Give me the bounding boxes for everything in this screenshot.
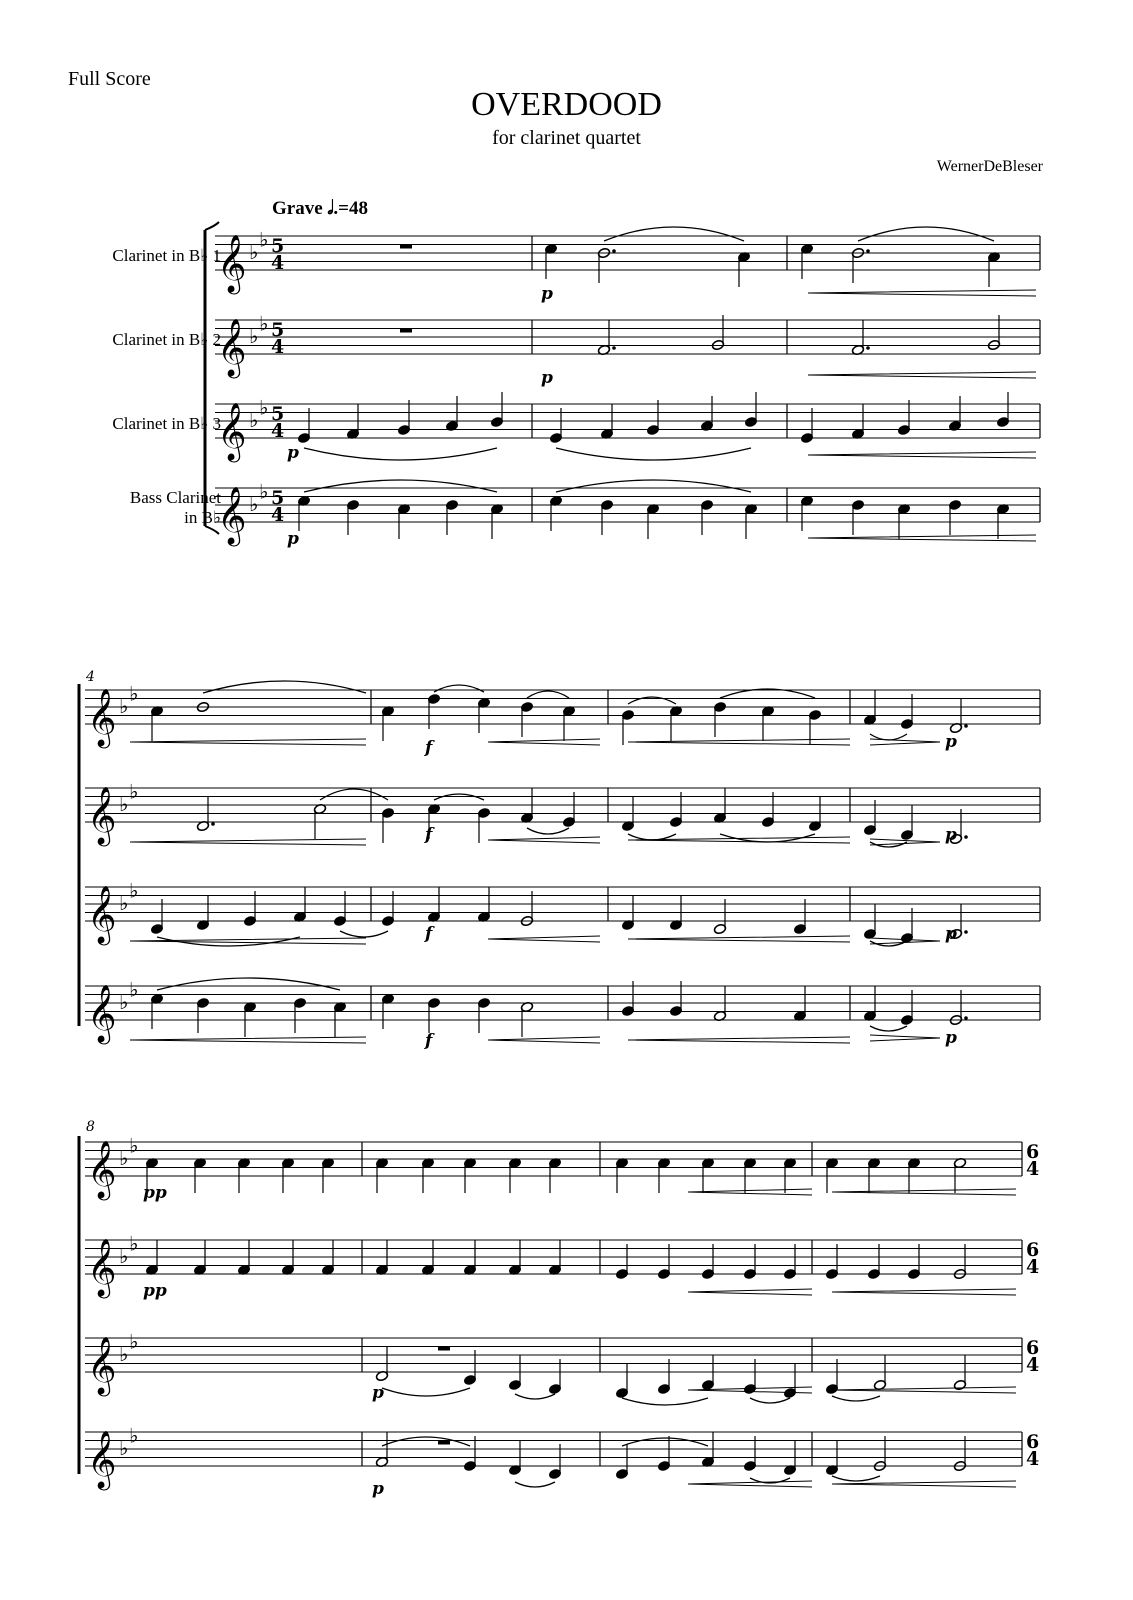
hairpin-crescendo bbox=[688, 1289, 812, 1295]
key-signature-flat: ♭ bbox=[129, 779, 139, 804]
hairpin-crescendo bbox=[688, 1481, 812, 1487]
time-signature-denominator: 4 bbox=[271, 420, 285, 442]
slur bbox=[604, 227, 744, 241]
hairpin-crescendo bbox=[808, 452, 1036, 458]
treble-clef: 𝄞 bbox=[87, 1336, 117, 1394]
dynamic-marking: p bbox=[945, 1028, 957, 1048]
key-signature-flat: ♭ bbox=[129, 878, 139, 903]
slur bbox=[527, 828, 569, 834]
time-signature-numerator: 6 bbox=[1026, 1337, 1040, 1359]
hairpin-crescendo bbox=[130, 739, 366, 745]
instrument-label-clarinet-3: Clarinet in B♭ 3 bbox=[112, 414, 221, 433]
composer-name: WernerDeBleser bbox=[936, 158, 1043, 175]
slur bbox=[382, 1388, 470, 1396]
treble-clef: 𝄞 bbox=[87, 984, 117, 1042]
dynamic-marking: p bbox=[372, 1383, 384, 1403]
slur bbox=[556, 448, 751, 460]
dynamic-marking: f bbox=[425, 738, 433, 758]
hairpin-diminuendo bbox=[870, 839, 940, 845]
dot bbox=[964, 835, 968, 839]
instrument-label-clarinet-2: Clarinet in B♭ 2 bbox=[112, 330, 221, 349]
whole-rest bbox=[438, 1347, 450, 1351]
dynamic-marking: p bbox=[945, 924, 957, 944]
score-type-label: Full Score bbox=[68, 68, 151, 90]
hairpin-crescendo bbox=[488, 837, 600, 843]
key-signature-flat: ♭ bbox=[119, 694, 129, 718]
hairpin-crescendo bbox=[832, 1189, 1016, 1195]
whole-rest bbox=[400, 245, 412, 249]
slur bbox=[750, 1398, 790, 1403]
dot bbox=[612, 249, 616, 253]
time-signature-numerator: 5 bbox=[271, 403, 285, 425]
time-signature-numerator: 5 bbox=[271, 487, 285, 509]
hairpin-crescendo bbox=[808, 535, 1036, 541]
hairpin-crescendo bbox=[628, 1037, 850, 1043]
key-signature-flat: ♭ bbox=[259, 311, 269, 336]
dot bbox=[964, 930, 968, 934]
hairpin-crescendo bbox=[488, 936, 600, 942]
dot bbox=[964, 1016, 968, 1020]
slur bbox=[832, 1476, 880, 1481]
dynamic-marking: p bbox=[287, 443, 299, 463]
hairpin-crescendo bbox=[628, 739, 850, 745]
hairpin-crescendo bbox=[808, 372, 1036, 378]
whole-rest bbox=[400, 329, 412, 333]
key-signature-flat: ♭ bbox=[129, 681, 139, 706]
hairpin-diminuendo bbox=[870, 1035, 940, 1041]
slur bbox=[382, 1437, 470, 1446]
treble-clef: 𝄞 bbox=[87, 786, 117, 844]
key-signature-flat: ♭ bbox=[119, 1146, 129, 1170]
hairpin-crescendo bbox=[628, 837, 850, 843]
measure-number: 4 bbox=[86, 669, 95, 685]
time-signature-numerator: 6 bbox=[1026, 1239, 1040, 1261]
time-signature-denominator: 4 bbox=[271, 252, 285, 274]
slur bbox=[858, 227, 994, 241]
slur bbox=[434, 685, 484, 692]
dynamic-marking: p bbox=[945, 732, 957, 752]
slur bbox=[304, 480, 497, 492]
slur bbox=[527, 691, 569, 698]
measure-number: 8 bbox=[86, 1119, 95, 1135]
key-signature-flat: ♭ bbox=[249, 324, 259, 348]
dynamic-marking: p bbox=[372, 1479, 384, 1499]
slur bbox=[340, 931, 388, 937]
dynamic-marking: f bbox=[425, 924, 433, 944]
treble-clef: 𝄞 bbox=[87, 1238, 117, 1296]
hairpin-crescendo bbox=[832, 1481, 1016, 1487]
slur bbox=[515, 1394, 555, 1399]
key-signature-flat: ♭ bbox=[129, 1133, 139, 1158]
key-signature-flat: ♭ bbox=[249, 492, 259, 516]
page-title: OVERDOOD bbox=[471, 86, 662, 123]
hairpin-crescendo bbox=[628, 936, 850, 942]
key-signature-flat: ♭ bbox=[129, 1231, 139, 1256]
instrument-label-clarinet-1: Clarinet in B♭ 1 bbox=[112, 246, 221, 265]
treble-clef: 𝄞 bbox=[87, 885, 117, 943]
treble-clef: 𝄞 bbox=[217, 486, 247, 544]
key-signature-flat: ♭ bbox=[119, 1342, 129, 1366]
time-signature-denominator: 4 bbox=[1026, 1448, 1040, 1470]
slur bbox=[622, 1398, 708, 1405]
key-signature-flat: ♭ bbox=[129, 977, 139, 1002]
dynamic-marking: p bbox=[541, 284, 553, 304]
key-signature-flat: ♭ bbox=[119, 792, 129, 816]
dynamic-marking: pp bbox=[143, 1183, 167, 1203]
time-signature-numerator: 6 bbox=[1026, 1431, 1040, 1453]
slur bbox=[203, 681, 366, 693]
time-signature-denominator: 4 bbox=[271, 336, 285, 358]
key-signature-flat: ♭ bbox=[249, 240, 259, 264]
hairpin-crescendo bbox=[832, 1289, 1016, 1295]
key-signature-flat: ♭ bbox=[129, 1329, 139, 1354]
dot bbox=[866, 346, 870, 350]
time-signature-denominator: 4 bbox=[1026, 1354, 1040, 1376]
slur bbox=[556, 480, 751, 492]
time-signature-numerator: 5 bbox=[271, 319, 285, 341]
dynamic-marking: f bbox=[425, 1031, 433, 1051]
key-signature-flat: ♭ bbox=[259, 395, 269, 420]
dynamic-marking: p bbox=[541, 368, 553, 388]
treble-clef: 𝄞 bbox=[217, 402, 247, 460]
time-signature-denominator: 4 bbox=[1026, 1158, 1040, 1180]
hairpin-crescendo bbox=[130, 1037, 366, 1043]
slur bbox=[157, 978, 340, 990]
dynamic-marking: p bbox=[287, 529, 299, 549]
time-signature-numerator: 6 bbox=[1026, 1141, 1040, 1163]
treble-clef: 𝄞 bbox=[87, 1430, 117, 1488]
dynamic-marking: pp bbox=[143, 1281, 167, 1301]
dynamic-marking: p bbox=[945, 825, 957, 845]
hairpin-crescendo bbox=[488, 1037, 600, 1043]
slur bbox=[304, 448, 497, 460]
page-subtitle: for clarinet quartet bbox=[492, 127, 641, 149]
key-signature-flat: ♭ bbox=[119, 891, 129, 915]
slur bbox=[870, 1026, 907, 1031]
hairpin-crescendo bbox=[688, 1189, 812, 1195]
dot bbox=[211, 822, 215, 826]
time-signature-denominator: 4 bbox=[271, 504, 285, 526]
time-signature-denominator: 4 bbox=[1026, 1256, 1040, 1278]
key-signature-flat: ♭ bbox=[259, 479, 269, 504]
key-signature-flat: ♭ bbox=[259, 227, 269, 252]
treble-clef: 𝄞 bbox=[87, 688, 117, 746]
key-signature-flat: ♭ bbox=[119, 1436, 129, 1460]
treble-clef: 𝄞 bbox=[217, 318, 247, 376]
key-signature-flat: ♭ bbox=[119, 1244, 129, 1268]
key-signature-flat: ♭ bbox=[129, 1423, 139, 1448]
key-signature-flat: ♭ bbox=[119, 990, 129, 1014]
whole-rest bbox=[438, 1441, 450, 1445]
dynamic-marking: f bbox=[425, 825, 433, 845]
hairpin-crescendo bbox=[832, 1387, 1016, 1393]
instrument-label-bass-line1: Bass Clarinet bbox=[129, 488, 221, 507]
dot bbox=[866, 249, 870, 253]
slur bbox=[832, 1396, 880, 1401]
slur bbox=[622, 1438, 708, 1446]
time-signature-numerator: 5 bbox=[271, 235, 285, 257]
hairpin-crescendo bbox=[808, 290, 1036, 296]
treble-clef: 𝄞 bbox=[217, 234, 247, 292]
tempo-marking: Grave 𝅗𝅥.=48 bbox=[272, 198, 369, 219]
key-signature-flat: ♭ bbox=[249, 408, 259, 432]
slur bbox=[515, 1482, 555, 1487]
treble-clef: 𝄞 bbox=[87, 1140, 117, 1198]
hairpin-crescendo bbox=[130, 839, 366, 845]
hairpin-diminuendo bbox=[870, 739, 940, 745]
slur bbox=[320, 789, 388, 800]
dot bbox=[964, 724, 968, 728]
dot bbox=[612, 346, 616, 350]
instrument-label-bass-line2: in B♭ bbox=[184, 508, 221, 527]
hairpin-crescendo bbox=[488, 739, 600, 745]
